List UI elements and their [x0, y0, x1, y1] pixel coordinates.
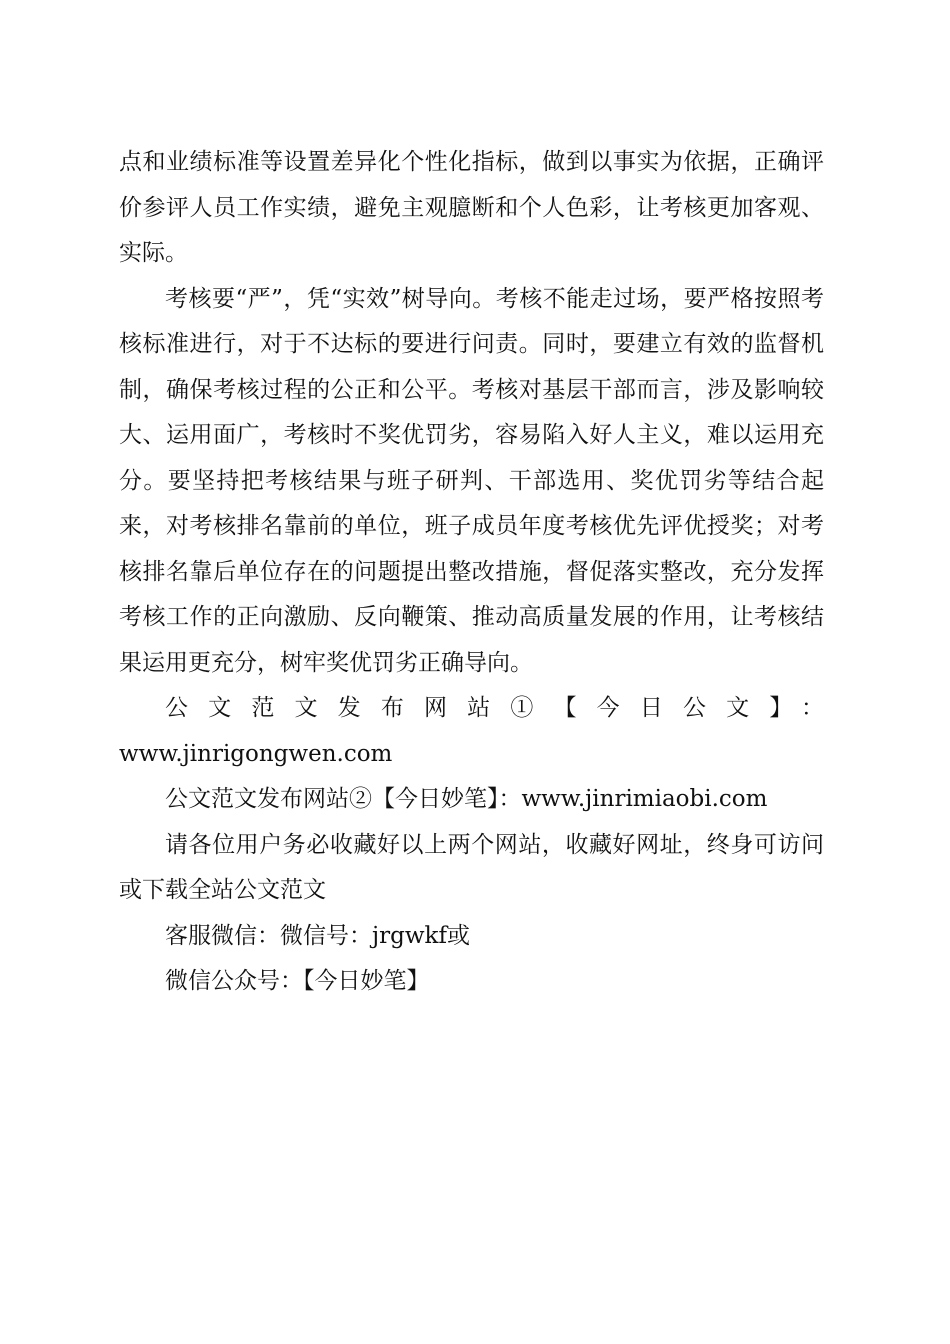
paragraph-assessment: 考核要“严”，凭“实效”树导向。考核不能走过场，要严格按照考核标准进行，对于不达标的要进行问责。同时，要建立有效的监督机制，确保考核过程的公正和公平。考核对基层干部而言，涉及影响较大、运用面广，考核时不奖优罚劣，容易陷入好人主义，难以运用充分。要坚持把考核结果与班子研判、干部选用、奖优罚劣等结合起来，对考核排名靠前的单位，班子成员年度考核优先评优授奖；对考核排名靠后单位存在的问题提出整改措施，督促落实整改，充分发挥考核工作的正向激励、反向鞭策、推动高质量发展的作用，让考核结果运用更充分，树牢奖优罚劣正确导向。	[119, 285, 824, 676]
site1-url: www.jinrigongwen.com	[119, 740, 393, 767]
wechat-official: 微信公众号：【今日妙笔】	[165, 968, 430, 994]
document-page	[119, 140, 824, 1005]
paragraph-continuation: 点和业绩标准等设置差异化个性化指标，做到以事实为依据，正确评价参评人员工作实绩，避免主观臆断和个人色彩，让考核更加客观、实际。	[119, 149, 824, 266]
wechat-service: 客服微信：微信号：jrgwkf或	[165, 922, 470, 949]
site2-line: 公文范文发布网站②【今日妙笔】：www.jinrimiaobi.com	[165, 786, 768, 812]
notice-text: 请各位用户务必收藏好以上两个网站，收藏好网址，终身可访问或下载全站公文范文	[119, 831, 824, 903]
site1-line: 公文范文发布网站①【今日公文】：	[165, 695, 824, 721]
